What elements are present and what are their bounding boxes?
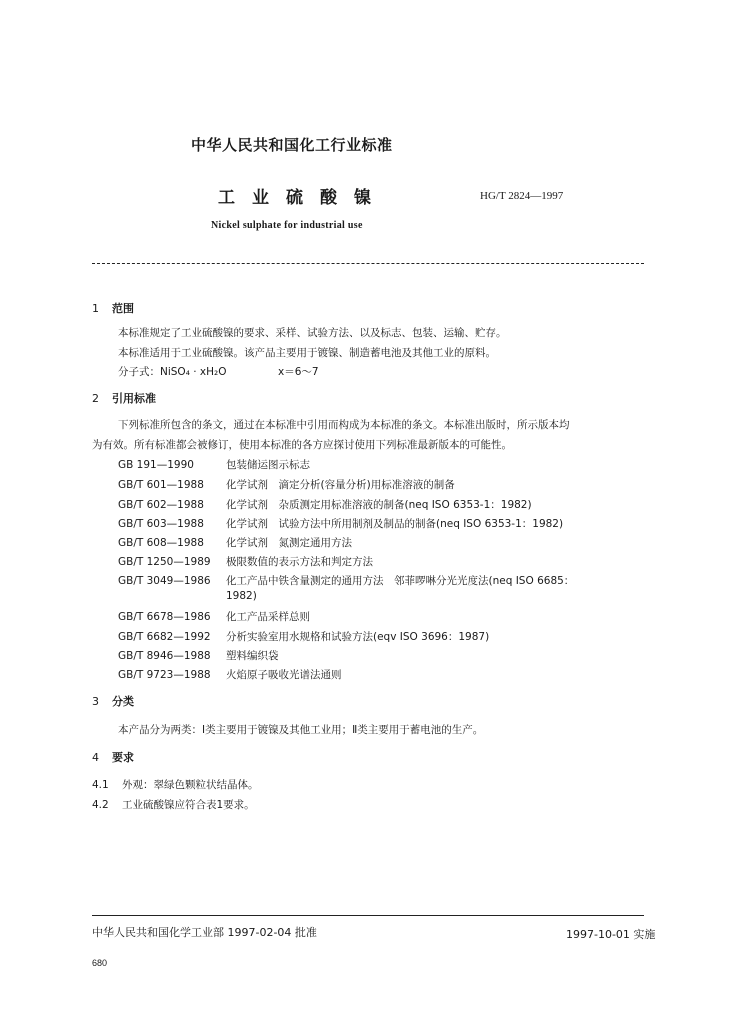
reference-code: GB/T 3049—1986 xyxy=(118,575,211,587)
formula-label: 分子式：NiSO₄ · xH₂O xyxy=(118,366,227,378)
standard-code: HG/T 2824—1997 xyxy=(480,190,564,202)
reference-code: GB/T 602—1988 xyxy=(118,499,204,511)
reference-title: 包装储运图示标志 xyxy=(226,459,310,471)
reference-code: GB/T 6682—1992 xyxy=(118,631,211,643)
reference-item xyxy=(118,590,257,602)
reference-code: GB/T 6678—1986 xyxy=(118,611,211,623)
english-title: Nickel sulphate for industrial use xyxy=(211,220,363,231)
reference-title: 化学试剂 滴定分析(容量分析)用标准溶液的制备 xyxy=(226,479,455,491)
reference-item xyxy=(118,535,352,550)
clause-item xyxy=(92,777,259,792)
document-title: 工业硫酸镍 xyxy=(218,188,388,208)
clause-number: 4.1 xyxy=(92,779,109,791)
reference-item xyxy=(118,497,532,512)
reference-item xyxy=(118,457,310,472)
reference-item xyxy=(118,477,455,492)
page-number: 680 xyxy=(92,958,108,968)
reference-code: GB/T 8946—1988 xyxy=(118,650,211,662)
section-4-heading xyxy=(92,749,134,765)
footer-divider xyxy=(92,915,644,916)
issuer-heading: 中华人民共和国化工行业标准 xyxy=(191,136,393,154)
reference-item xyxy=(118,629,489,644)
reference-code: GB 191—1990 xyxy=(118,459,194,471)
paragraph: 本标准规定了工业硫酸镍的要求、采样、试验方法、以及标志、包装、运输、贮存。 xyxy=(118,327,507,339)
section-number: 3 xyxy=(92,695,99,708)
section-number: 1 xyxy=(92,302,99,315)
paragraph: 本标准适用于工业硫酸镍。该产品主要用于镀镍、制造蓄电池及其他工业的原料。 xyxy=(118,347,496,359)
reference-title: 化学试剂 氮测定通用方法 xyxy=(226,537,352,549)
approval-line: 中华人民共和国化学工业部 1997-02-04 批准 xyxy=(92,926,317,939)
reference-title: 塑料编织袋 xyxy=(226,650,279,662)
reference-title: 化工产品中铁含量测定的通用方法 邻菲啰啉分光光度法(neq ISO 6685： xyxy=(226,575,575,587)
reference-title: 化工产品采样总则 xyxy=(226,611,310,623)
section-title: 引用标准 xyxy=(112,392,156,405)
section-number: 4 xyxy=(92,751,99,764)
reference-item xyxy=(118,667,342,682)
reference-code: GB/T 608—1988 xyxy=(118,537,204,549)
reference-title: 化学试剂 杂质测定用标准溶液的制备(neq ISO 6353-1：1982) xyxy=(226,499,532,511)
clause-item xyxy=(92,797,255,812)
section-2-heading xyxy=(92,390,156,406)
reference-title: 分析实验室用水规格和试验方法(eqv ISO 3696：1987) xyxy=(226,631,490,643)
reference-item xyxy=(118,516,563,531)
section-title: 分类 xyxy=(112,695,134,708)
reference-title: 化学试剂 试验方法中所用制剂及制品的制备(neq ISO 6353-1：1982) xyxy=(226,518,564,530)
header-divider xyxy=(92,263,644,264)
reference-item xyxy=(118,554,373,569)
reference-code: GB/T 601—1988 xyxy=(118,479,204,491)
reference-title: 极限数值的表示方法和判定方法 xyxy=(226,556,373,568)
section-title: 要求 xyxy=(112,751,134,764)
implementation-date: 1997-10-01 实施 xyxy=(566,928,656,941)
clause-text: 外观：翠绿色颗粒状结晶体。 xyxy=(122,779,259,791)
reference-item xyxy=(118,609,310,624)
section-3-heading xyxy=(92,693,134,709)
clause-text: 工业硫酸镍应符合表1要求。 xyxy=(122,799,255,811)
paragraph: 下列标准所包含的条文，通过在本标准中引用而构成为本标准的条文。本标准出版时，所示版本均 xyxy=(118,419,570,431)
reference-code: GB/T 603—1988 xyxy=(118,518,204,530)
section-title: 范围 xyxy=(112,302,134,315)
reference-code: GB/T 1250—1989 xyxy=(118,556,211,568)
reference-title: 火焰原子吸收光谱法通则 xyxy=(226,669,342,681)
formula-range: x＝6～7 xyxy=(278,366,319,378)
reference-title: 1982) xyxy=(226,590,257,602)
clause-number: 4.2 xyxy=(92,799,109,811)
reference-item xyxy=(118,573,574,588)
paragraph: 本产品分为两类：Ⅰ类主要用于镀镍及其他工业用；Ⅱ类主要用于蓄电池的生产。 xyxy=(118,724,484,736)
section-number: 2 xyxy=(92,392,99,405)
reference-item xyxy=(118,648,279,663)
reference-code: GB/T 9723—1988 xyxy=(118,669,211,681)
section-1-heading xyxy=(92,300,134,316)
paragraph: 为有效。所有标准都会被修订，使用本标准的各方应探讨使用下列标准最新版本的可能性。 xyxy=(92,439,512,451)
